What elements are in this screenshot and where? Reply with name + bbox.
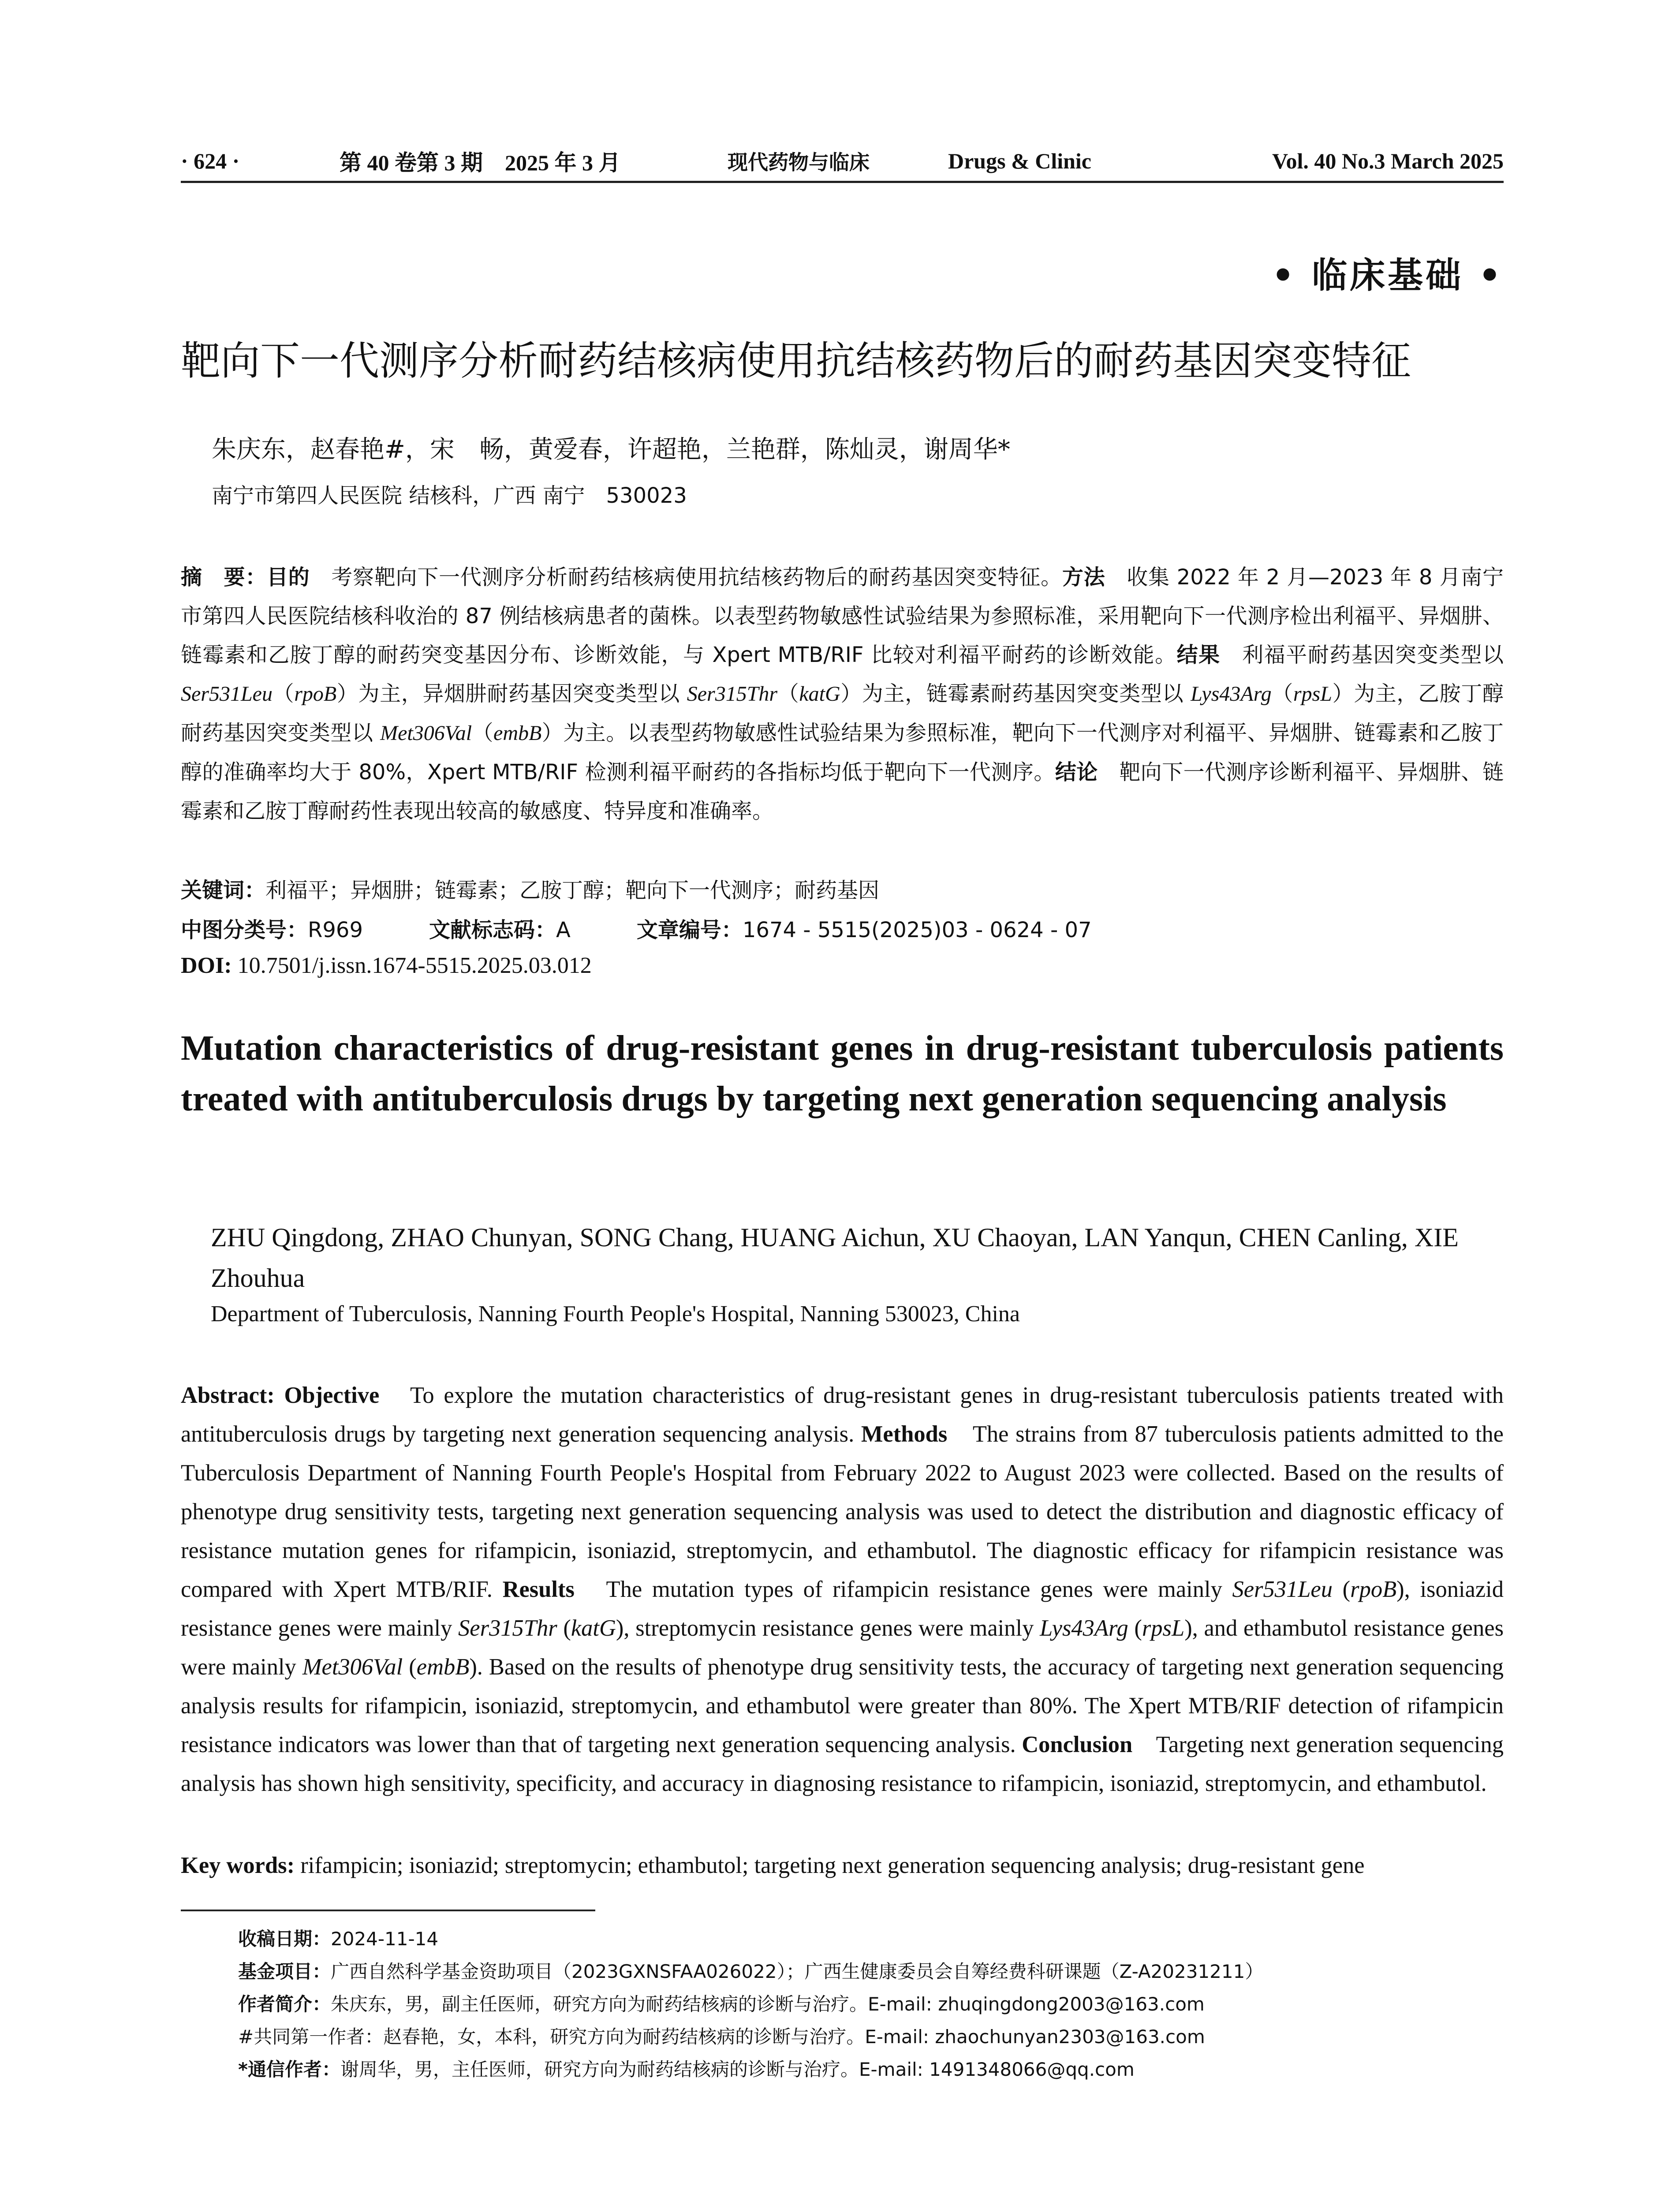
doi-value[interactable]: 10.7501/j.issn.1674-5515.2025.03.012 (231, 953, 592, 978)
cn-methods-label: 方法 (1062, 565, 1105, 590)
section-tag: • 临床基础 • (1272, 254, 1504, 296)
cn-results-text: ）为主，链霉素耐药基因突变类型以 (840, 681, 1191, 706)
cn-objective-label: 目的 (267, 565, 310, 590)
corr-text: 谢周华，男，主任医师，研究方向为耐药结核病的诊断与治疗。E-mail: 1491348066@qq.com (340, 2059, 1135, 2080)
journal-en: Drugs & Clinic (948, 149, 1091, 173)
footnotes (238, 1923, 1263, 2086)
cn-mutation: Ser315Thr (687, 682, 778, 706)
en-title: Mutation characteristics of drug-resistant genes in drug-resistant tuberculosis patients treated with antituberculosis drugs by targeting next generation sequencing analysis (181, 1029, 1504, 1118)
en-mutation: Met306Val (302, 1654, 403, 1680)
article-no-value: 1674 - 5515(2025)03 - 0624 - 07 (742, 918, 1092, 942)
en-mutation: Lys43Arg (1040, 1615, 1128, 1641)
cn-results-text: ）为主，异烟肼耐药基因突变类型以 (336, 681, 687, 706)
footnote-cofirst: #共同第一作者：赵春艳，女，本科，研究方向为耐药结核病的诊断与治疗。E-mail: zhaochunyan2303@163.com (238, 2026, 1205, 2048)
cn-conclusion-label: 结论 (1055, 760, 1098, 785)
footnote-fund (238, 1955, 1263, 1988)
cn-authors: 朱庆东，赵春艳#，宋 畅，黄爱春，许超艳，兰艳群，陈灿灵，谢周华* (212, 435, 1010, 464)
cn-gene: embB (493, 721, 542, 745)
cn-conclusion: 靶向下一代测序诊断利福平、异烟肼、链霉素和乙胺丁醇耐药性表现出较高的敏感度、特异度和准确率。 (181, 760, 1504, 823)
cn-abstract (181, 558, 1504, 830)
doc-code-value: A (556, 918, 571, 942)
en-results-text: The mutation types of rifampicin resistance genes were mainly (574, 1577, 1232, 1602)
cn-gene: rpoB (294, 682, 337, 706)
en-mutation: Ser531Leu (1232, 1577, 1333, 1602)
cn-gene: katG (799, 682, 840, 706)
cn-results-text: ）为主。以表型药物敏感性试验结果为参照标准，靶向下一代测序对利福平、异烟肼、链霉素和乙胺丁醇的准确率均大于 80%，Xpert MTB/RIF 检测利福平耐药的各指标均低于靶向下一代测序。 (181, 721, 1504, 785)
en-gene: katG (571, 1615, 616, 1641)
en-methods: The strains from 87 tuberculosis patients admitted to the Tuberculosis Department of Nanning Fourth People's Hospital from February 2022 to August 2023 were collected. Based on the results of phenotype drug sensitivity tests, targeting next generation sequencing analysis was used to detect the distribution and diagnostic efficacy of resistance mutation genes for rifampicin, isoniazid, streptomycin, and ethambutol. The diagnostic efficacy for rifampicin resistance was compared with Xpert MTB/RIF. (181, 1421, 1504, 1602)
en-gene: rpsL (1142, 1615, 1185, 1641)
cn-gene: rpsL (1293, 682, 1332, 706)
en-keywords-label: Key words: (181, 1853, 295, 1878)
en-results-text: ( (1128, 1615, 1142, 1641)
en-results-text: ), and ethambutol resistance genes were mainly (181, 1615, 1504, 1680)
journal-cn: 现代药物与临床 (728, 150, 870, 174)
cn-abstract-label: 摘 要： (181, 565, 267, 590)
en-results-text: ), isoniazid resistance genes were mainly (181, 1577, 1504, 1641)
author-text: 朱庆东，男，副主任医师，研究方向为耐药结核病的诊断与治疗。E-mail: zhuqingdong2003@163.com (331, 1993, 1205, 2015)
article-no-label: 文章编号： (636, 918, 743, 942)
received-label: 收稿日期： (238, 1928, 331, 1950)
cn-keywords-label: 关键词： (181, 878, 266, 903)
en-conclusion: Targeting next generation sequencing analysis has shown high sensitivity, specificity, and accuracy in diagnosing resistance to rifampicin, isoniazid, streptomycin, and ethambutol. (181, 1732, 1504, 1796)
cn-title: 靶向下一代测序分析耐药结核病使用抗结核药物后的耐药基因突变特征 (181, 338, 1411, 384)
doi-line (181, 953, 592, 979)
cn-affiliation: 南宁市第四人民医院 结核科，广西 南宁 530023 (212, 483, 687, 508)
en-results-text: ( (1332, 1577, 1351, 1602)
clc-value: R969 (308, 918, 363, 942)
en-conclusion-label: Conclusion (1022, 1732, 1133, 1757)
doc-code-label: 文献标志码： (429, 918, 556, 942)
cn-results-text: （ (777, 681, 799, 706)
cn-results-label: 结果 (1176, 643, 1221, 667)
cn-results-text: 利福平耐药基因突变类型以 (1220, 643, 1504, 667)
en-affiliation: Department of Tuberculosis, Nanning Fourth People's Hospital, Nanning 530023, China (211, 1301, 1020, 1327)
received-date: 2024-11-14 (331, 1928, 439, 1950)
cn-keywords-text: 利福平；异烟肼；链霉素；乙胺丁醇；靶向下一代测序；耐药基因 (265, 878, 880, 903)
cn-methods: 收集 2022 年 2 月—2023 年 8 月南宁市第四人民医院结核科收治的 87 例结核病患者的菌株。以表型药物敏感性试验结果为参照标准，采用靶向下一代测序检出利福平、异烟肼、链霉素和乙胺丁醇的耐药突变基因分布、诊断效能，与 Xpert MTB/RIF 比较对利福平耐药的诊断效能。 (181, 565, 1504, 667)
cn-results-text: （ (472, 721, 494, 745)
en-results-text: ( (403, 1654, 417, 1680)
volume-cn: 第 40 卷第 3 期 2025 年 3 月 (340, 150, 621, 175)
en-results-text: ), streptomycin resistance genes were mainly (616, 1615, 1040, 1641)
en-gene: rpoB (1350, 1577, 1397, 1602)
running-header (181, 141, 1504, 183)
clc-label: 中图分类号： (181, 918, 308, 942)
cn-classification (181, 913, 1092, 943)
cn-mutation: Lys43Arg (1191, 682, 1272, 706)
footnote-divider (181, 1910, 595, 1911)
cn-results-text: ）为主，乙胺丁醇耐药基因突变类型以 (181, 681, 1504, 745)
en-keywords (181, 1852, 1365, 1879)
fund-label: 基金项目： (238, 1961, 331, 1982)
author-label: 作者简介： (238, 1993, 331, 2015)
en-objective: To explore the mutation characteristics of drug-resistant genes in drug-resistant tuberculosis patients treated with antituberculosis drugs by targeting next generation sequencing analysis. (181, 1383, 1504, 1447)
en-abstract (181, 1376, 1504, 1803)
en-abstract-label: Abstract: Objective (181, 1383, 380, 1408)
cn-objective: 考察靶向下一代测序分析耐药结核病使用抗结核药物后的耐药基因突变特征。 (310, 565, 1062, 590)
volume-en: Vol. 40 No.3 March 2025 (1272, 149, 1504, 173)
en-results-text: ). Based on the results of phenotype drug sensitivity tests, the accuracy of targeting next generation sequencing analysis results for rifampicin, isoniazid, streptomycin, and ethambutol were greater than 80%. The Xpert MTB/RIF detection of rifampicin resistance indicators was lower than that of targeting next generation sequencing analysis. (181, 1654, 1504, 1757)
footnote-corresponding (238, 2053, 1263, 2086)
page-number: · 624 · (181, 149, 240, 173)
doi-label: DOI: (181, 953, 232, 978)
cn-mutation: Ser531Leu (181, 682, 273, 706)
en-authors: ZHU Qingdong, ZHAO Chunyan, SONG Chang, HUANG Aichun, XU Chaoyan, LAN Yanqun, CHEN Canling, XIE Zhouhua (211, 1223, 1459, 1293)
cn-results-text: （ (1271, 681, 1293, 706)
corr-label: *通信作者： (238, 2059, 340, 2080)
en-keywords-text: rifampicin; isoniazid; streptomycin; ethambutol; targeting next generation sequencing analysis; drug-resistant gene (295, 1853, 1365, 1878)
en-methods-label: Methods (861, 1421, 948, 1447)
en-mutation: Ser315Thr (458, 1615, 557, 1641)
cn-mutation: Met306Val (380, 721, 472, 745)
cn-keywords (181, 873, 879, 904)
en-results-text: ( (557, 1615, 571, 1641)
footnote-author (238, 1988, 1263, 2021)
fund-text: 广西自然科学基金资助项目（2023GXNSFAA026022）；广西生健康委员会自筹经费科研课题（Z-A20231211） (331, 1961, 1264, 1982)
footnote-received (238, 1923, 1263, 1955)
en-results-label: Results (502, 1577, 575, 1602)
en-gene: embB (416, 1654, 470, 1680)
cn-results-text: （ (272, 681, 295, 706)
